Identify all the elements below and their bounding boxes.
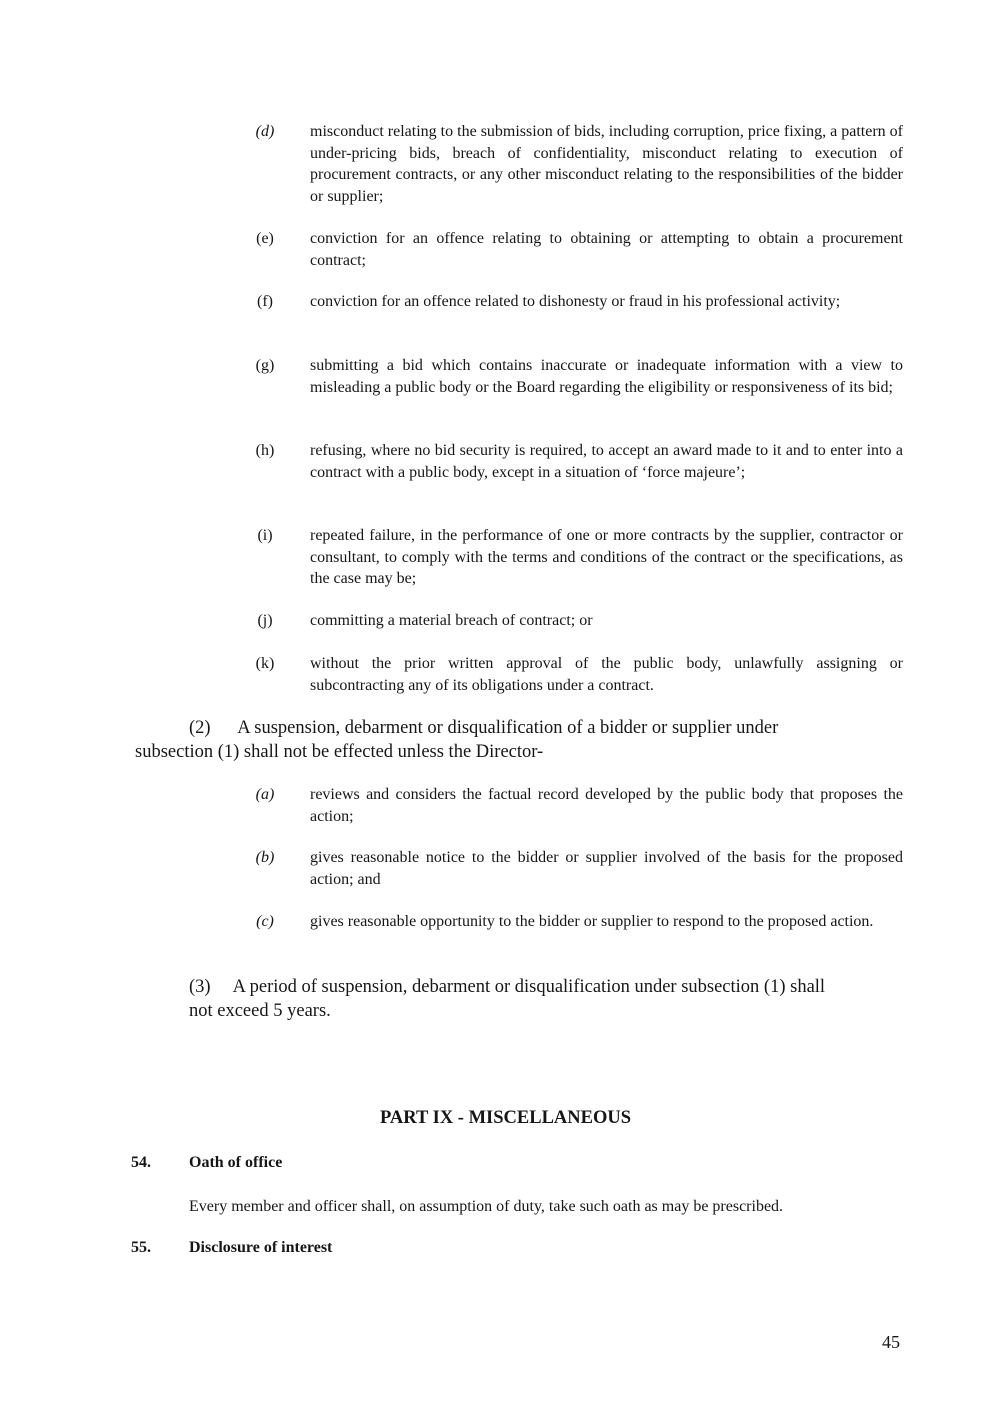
- item-text: submitting a bid which contains inaccurate or inadequate information with a view to misleading a public body or the Board regarding the eligibility or responsiveness of its bid;: [310, 357, 903, 396]
- item-text: conviction for an offence related to dishonesty or fraud in his professional activity;: [310, 293, 841, 310]
- item-label: (c): [256, 913, 274, 930]
- subsection-2-line2: subsection (1) shall not be effected unless the Director-: [135, 742, 544, 762]
- item-label: (f): [257, 293, 273, 310]
- item-text: repeated failure, in the performance of one or more contracts by the supplier, contractor or consultant, to comply with the terms and conditions of the contract or the specifications, as the case may be;: [310, 527, 903, 587]
- item-label: (e): [256, 230, 274, 247]
- section-number: 55.: [131, 1239, 151, 1256]
- section-number: 54.: [131, 1154, 151, 1171]
- item-label: (d): [255, 123, 275, 140]
- item-label: (a): [255, 786, 275, 803]
- subsection-2-line1: (2) A suspension, debarment or disqualification of a bidder or supplier under: [189, 718, 779, 738]
- part-heading: PART IX - MISCELLANEOUS: [380, 1108, 632, 1128]
- item-text: refusing, where no bid security is required, to accept an award made to it and to enter into a contract with a public body, except in a situation of ‘force majeure’;: [310, 442, 903, 481]
- section-title: Oath of office: [189, 1154, 283, 1171]
- item-label: (k): [255, 655, 275, 672]
- item-label: (b): [255, 849, 275, 866]
- item-label: (h): [255, 442, 275, 459]
- item-text: without the prior written approval of the public body, unlawfully assigning or subcontracting any of its obligations under a contract.: [310, 655, 903, 694]
- item-label: (i): [257, 527, 273, 544]
- item-text: gives reasonable opportunity to the bidder or supplier to respond to the proposed action.: [310, 913, 874, 930]
- item-text: gives reasonable notice to the bidder or supplier involved of the basis for the proposed action; and: [310, 849, 903, 888]
- item-text: misconduct relating to the submission of bids, including corruption, price fixing, a pattern of under-pricing bids, breach of confidentiality, misconduct relating to execution of procurement contracts, or any other misconduct relating to the responsibilities of the bidder or supplier;: [310, 123, 903, 205]
- item-text: committing a material breach of contract; or: [310, 612, 593, 629]
- item-text: reviews and considers the factual record developed by the public body that proposes the action;: [310, 786, 903, 825]
- section-title: Disclosure of interest: [189, 1239, 333, 1256]
- subsection-3-line2: not exceed 5 years.: [189, 1001, 331, 1021]
- item-text: conviction for an offence relating to obtaining or attempting to obtain a procurement contract;: [310, 230, 903, 269]
- page-number: 45: [882, 1332, 900, 1352]
- section-body: Every member and officer shall, on assumption of duty, take such oath as may be prescribed.: [189, 1198, 784, 1215]
- subsection-3-line1: (3) A period of suspension, debarment or disqualification under subsection (1) shall: [189, 977, 826, 997]
- item-label: (g): [255, 357, 275, 374]
- item-label: (j): [257, 612, 273, 629]
